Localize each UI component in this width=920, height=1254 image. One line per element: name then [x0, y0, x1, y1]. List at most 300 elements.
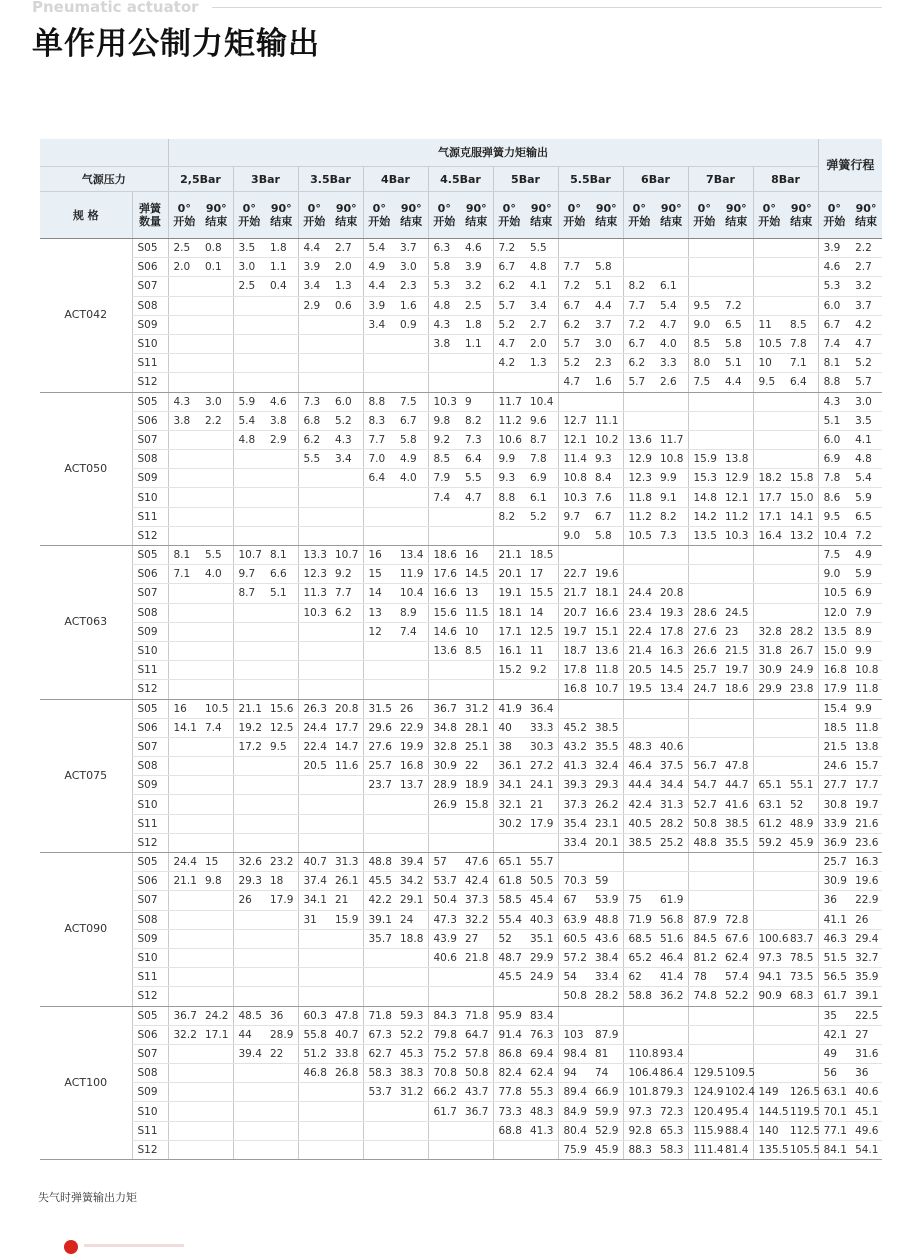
torque-value — [655, 853, 688, 872]
torque-value — [460, 661, 493, 680]
torque-value — [265, 661, 298, 680]
torque-value: 16 — [363, 546, 395, 565]
torque-value — [330, 795, 363, 814]
torque-value: 61.2 — [753, 814, 785, 833]
torque-value — [200, 680, 233, 699]
torque-value — [395, 507, 428, 526]
torque-value: 80.4 — [558, 1121, 590, 1140]
header-angle-start — [623, 192, 655, 239]
torque-value: 19.7 — [558, 622, 590, 641]
spring-code: S06 — [132, 565, 168, 584]
torque-value — [233, 987, 265, 1006]
header-pressure: 5Bar — [493, 167, 558, 192]
torque-value: 20.8 — [655, 584, 688, 603]
torque-value: 26.1 — [330, 872, 363, 891]
torque-value: 8.5 — [785, 315, 818, 334]
torque-value: 45.1 — [850, 1102, 882, 1121]
torque-value: 11.8 — [590, 661, 623, 680]
torque-value — [233, 469, 265, 488]
torque-value — [265, 910, 298, 929]
torque-value: 24.5 — [720, 603, 753, 622]
torque-value: 6.7 — [590, 507, 623, 526]
torque-value: 40.7 — [330, 1025, 363, 1044]
torque-value: 13.6 — [623, 430, 655, 449]
torque-value: 31.8 — [753, 641, 785, 660]
torque-value — [428, 680, 460, 699]
torque-value — [395, 833, 428, 852]
torque-value — [265, 814, 298, 833]
torque-value: 45.4 — [525, 891, 558, 910]
torque-value: 27 — [460, 929, 493, 948]
spring-code: S05 — [132, 699, 168, 718]
torque-value: 19.6 — [850, 872, 882, 891]
torque-value — [395, 795, 428, 814]
torque-value: 30.3 — [525, 737, 558, 756]
torque-value: 7.0 — [363, 450, 395, 469]
torque-value: 7.1 — [785, 354, 818, 373]
torque-value — [233, 641, 265, 660]
torque-value — [265, 296, 298, 315]
torque-value — [200, 776, 233, 795]
header-angle-label: 开始 — [433, 215, 456, 228]
table-row — [40, 430, 882, 449]
header-angle-label: 开始 — [823, 215, 846, 228]
torque-value — [298, 315, 330, 334]
torque-value: 54.7 — [688, 776, 720, 795]
torque-value: 45.3 — [395, 1044, 428, 1063]
torque-value: 33.8 — [330, 1044, 363, 1063]
torque-value: 10 — [460, 622, 493, 641]
torque-value: 51.5 — [818, 948, 850, 967]
spring-code: S12 — [132, 1140, 168, 1159]
torque-value: 7.7 — [363, 430, 395, 449]
torque-value: 52.2 — [395, 1025, 428, 1044]
torque-value: 33.3 — [525, 718, 558, 737]
torque-value — [168, 469, 200, 488]
torque-value: 27.6 — [688, 622, 720, 641]
torque-value: 21 — [525, 795, 558, 814]
torque-value: 10.8 — [850, 661, 882, 680]
torque-value: 10.4 — [395, 584, 428, 603]
header-pressure: 4Bar — [363, 167, 428, 192]
torque-value: 9.5 — [818, 507, 850, 526]
torque-value: 6.7 — [623, 334, 655, 353]
torque-value: 9.9 — [850, 699, 882, 718]
torque-value: 2.3 — [590, 354, 623, 373]
torque-value: 58.8 — [623, 987, 655, 1006]
torque-value — [785, 584, 818, 603]
torque-value: 8.7 — [233, 584, 265, 603]
torque-value: 55.4 — [493, 910, 525, 929]
torque-value: 57.4 — [720, 968, 753, 987]
torque-value: 9.2 — [525, 661, 558, 680]
torque-value: 32.8 — [428, 737, 460, 756]
torque-value: 1.1 — [460, 334, 493, 353]
torque-value — [330, 373, 363, 392]
torque-value — [785, 718, 818, 737]
torque-value: 86.4 — [655, 1064, 688, 1083]
torque-value: 7.2 — [623, 315, 655, 334]
torque-value — [395, 968, 428, 987]
torque-value: 124.9 — [688, 1083, 720, 1102]
torque-value — [298, 929, 330, 948]
torque-value: 4.3 — [818, 392, 850, 411]
torque-value — [428, 1121, 460, 1140]
spring-code: S08 — [132, 910, 168, 929]
torque-value — [558, 853, 590, 872]
torque-value: 5.8 — [428, 258, 460, 277]
torque-value: 36.7 — [460, 1102, 493, 1121]
torque-value — [688, 1006, 720, 1025]
torque-value: 12.3 — [298, 565, 330, 584]
torque-value — [265, 641, 298, 660]
torque-value — [753, 1025, 785, 1044]
torque-value — [298, 373, 330, 392]
torque-value: 31.6 — [850, 1044, 882, 1063]
torque-value — [233, 757, 265, 776]
torque-value: 1.8 — [265, 239, 298, 258]
header-angle-start — [168, 192, 200, 239]
torque-value: 8.4 — [590, 469, 623, 488]
torque-value: 9.9 — [493, 450, 525, 469]
torque-value: 10.3 — [720, 526, 753, 545]
torque-value: 51.6 — [655, 929, 688, 948]
torque-value: 26.9 — [428, 795, 460, 814]
torque-value — [168, 1044, 200, 1063]
torque-value — [298, 1140, 330, 1159]
torque-value: 6.7 — [818, 315, 850, 334]
table-row — [40, 603, 882, 622]
torque-value: 38.5 — [623, 833, 655, 852]
torque-value: 74.8 — [688, 987, 720, 1006]
torque-value: 13.8 — [720, 450, 753, 469]
torque-value — [330, 334, 363, 353]
torque-value — [168, 929, 200, 948]
torque-value: 46.4 — [655, 948, 688, 967]
torque-value: 13 — [460, 584, 493, 603]
torque-value — [688, 699, 720, 718]
torque-value — [785, 853, 818, 872]
torque-value: 3.7 — [395, 239, 428, 258]
torque-value: 18 — [265, 872, 298, 891]
torque-value: 53.7 — [363, 1083, 395, 1102]
header-angle-value: 90° — [595, 202, 617, 215]
torque-value: 67.6 — [720, 929, 753, 948]
torque-value: 13.6 — [590, 641, 623, 660]
torque-value — [688, 1025, 720, 1044]
header-angle-start — [298, 192, 330, 239]
torque-value: 21.5 — [818, 737, 850, 756]
torque-value: 65.3 — [655, 1121, 688, 1140]
table-row — [40, 1006, 882, 1025]
torque-value: 2.6 — [655, 373, 688, 392]
torque-value — [558, 239, 590, 258]
torque-value: 3.9 — [818, 239, 850, 258]
torque-value — [330, 1140, 363, 1159]
torque-value: 100.6 — [753, 929, 785, 948]
torque-value: 13.4 — [395, 546, 428, 565]
torque-value: 5.7 — [850, 373, 882, 392]
torque-value — [265, 507, 298, 526]
torque-value — [720, 411, 753, 430]
torque-value: 0.1 — [200, 258, 233, 277]
torque-value — [168, 315, 200, 334]
torque-value: 70.3 — [558, 872, 590, 891]
torque-value — [233, 814, 265, 833]
header-angle-start — [688, 192, 720, 239]
torque-value — [330, 526, 363, 545]
torque-value: 39.4 — [395, 853, 428, 872]
torque-value: 16.8 — [395, 757, 428, 776]
torque-value: 44 — [233, 1025, 265, 1044]
torque-value: 5.1 — [818, 411, 850, 430]
torque-value: 5.2 — [850, 354, 882, 373]
torque-value: 10.8 — [655, 450, 688, 469]
table-row — [40, 910, 882, 929]
torque-value: 62.4 — [720, 948, 753, 967]
torque-value: 41.4 — [655, 968, 688, 987]
torque-value: 16.8 — [558, 680, 590, 699]
torque-value — [200, 987, 233, 1006]
torque-value: 47.6 — [460, 853, 493, 872]
table-row — [40, 507, 882, 526]
torque-value: 3.5 — [233, 239, 265, 258]
torque-value: 54 — [558, 968, 590, 987]
table-row — [40, 929, 882, 948]
torque-value: 9.0 — [818, 565, 850, 584]
header-angle-value: 0° — [632, 202, 646, 215]
torque-value — [265, 795, 298, 814]
torque-value — [623, 565, 655, 584]
torque-value: 111.4 — [688, 1140, 720, 1159]
table-row — [40, 661, 882, 680]
torque-value — [720, 718, 753, 737]
torque-value — [233, 776, 265, 795]
header-angle-end — [395, 192, 428, 239]
torque-value: 119.5 — [785, 1102, 818, 1121]
torque-value — [363, 373, 395, 392]
torque-value: 2.7 — [525, 315, 558, 334]
torque-value: 135.5 — [753, 1140, 785, 1159]
torque-value — [265, 948, 298, 967]
torque-value: 34.2 — [395, 872, 428, 891]
header-spring-qty-line: 弹簧 — [139, 202, 161, 215]
torque-value: 1.6 — [395, 296, 428, 315]
torque-value — [363, 488, 395, 507]
spring-code: S10 — [132, 948, 168, 967]
torque-value: 36 — [818, 891, 850, 910]
torque-value: 17.8 — [655, 622, 688, 641]
header-angle-value: 90° — [790, 202, 812, 215]
torque-value — [330, 948, 363, 967]
torque-value: 37.3 — [558, 795, 590, 814]
torque-value — [233, 929, 265, 948]
header-angle-label: 结束 — [855, 215, 878, 228]
torque-value — [655, 411, 688, 430]
model-name: ACT042 — [40, 239, 132, 393]
table-row — [40, 565, 882, 584]
torque-value — [168, 737, 200, 756]
spring-code: S06 — [132, 411, 168, 430]
spring-code: S06 — [132, 872, 168, 891]
torque-value: 94.1 — [753, 968, 785, 987]
torque-value: 3.0 — [233, 258, 265, 277]
torque-value: 4.6 — [460, 239, 493, 258]
torque-value: 10.4 — [818, 526, 850, 545]
torque-value: 7.2 — [558, 277, 590, 296]
torque-value — [298, 968, 330, 987]
torque-value: 4.4 — [590, 296, 623, 315]
torque-value — [753, 450, 785, 469]
torque-value: 4.4 — [298, 239, 330, 258]
torque-value: 3.7 — [850, 296, 882, 315]
torque-value: 28.9 — [428, 776, 460, 795]
torque-value: 15.9 — [330, 910, 363, 929]
torque-value: 46.3 — [818, 929, 850, 948]
torque-value: 3.0 — [850, 392, 882, 411]
torque-value: 36.2 — [655, 987, 688, 1006]
torque-value: 71.8 — [363, 1006, 395, 1025]
torque-value: 61.7 — [428, 1102, 460, 1121]
torque-value: 59.3 — [395, 1006, 428, 1025]
torque-value: 12.9 — [720, 469, 753, 488]
torque-value — [168, 680, 200, 699]
torque-value: 36.7 — [428, 699, 460, 718]
torque-value — [168, 1083, 200, 1102]
torque-value — [525, 987, 558, 1006]
torque-value — [428, 661, 460, 680]
torque-value: 8.2 — [623, 277, 655, 296]
torque-value: 9.3 — [493, 469, 525, 488]
torque-value: 24.4 — [168, 853, 200, 872]
header-angle-label: 开始 — [173, 215, 196, 228]
torque-value: 12.5 — [265, 718, 298, 737]
torque-value — [688, 239, 720, 258]
torque-value: 20.5 — [298, 757, 330, 776]
torque-value — [265, 833, 298, 852]
torque-value: 3.2 — [460, 277, 493, 296]
torque-value — [200, 833, 233, 852]
torque-value — [785, 1025, 818, 1044]
spring-code: S11 — [132, 661, 168, 680]
torque-value — [720, 1006, 753, 1025]
torque-value: 63.1 — [818, 1083, 850, 1102]
torque-value: 82.4 — [493, 1064, 525, 1083]
torque-value: 57.2 — [558, 948, 590, 967]
torque-value: 40.6 — [428, 948, 460, 967]
torque-value — [590, 392, 623, 411]
header-angle-value: 0° — [307, 202, 321, 215]
torque-value: 20.7 — [558, 603, 590, 622]
torque-value: 6.9 — [818, 450, 850, 469]
torque-value: 17.6 — [428, 565, 460, 584]
torque-value — [168, 661, 200, 680]
header-angle-value: 90° — [335, 202, 357, 215]
torque-value: 4.7 — [655, 315, 688, 334]
torque-value — [298, 488, 330, 507]
torque-value — [460, 814, 493, 833]
torque-value: 7.2 — [850, 526, 882, 545]
torque-value: 7.3 — [298, 392, 330, 411]
header-angle-label: 结束 — [725, 215, 748, 228]
torque-value — [168, 277, 200, 296]
torque-value: 15.2 — [493, 661, 525, 680]
torque-value: 32.7 — [850, 948, 882, 967]
table-row — [40, 1064, 882, 1083]
torque-value — [298, 948, 330, 967]
torque-value: 8.9 — [395, 603, 428, 622]
torque-value: 24.4 — [298, 718, 330, 737]
torque-value — [233, 1083, 265, 1102]
table-row — [40, 1102, 882, 1121]
torque-value — [200, 1121, 233, 1140]
torque-value: 38 — [493, 737, 525, 756]
torque-value — [493, 833, 525, 852]
torque-value: 126.5 — [785, 1083, 818, 1102]
torque-value — [168, 584, 200, 603]
torque-value — [395, 1102, 428, 1121]
torque-value: 87.9 — [590, 1025, 623, 1044]
torque-value: 17.7 — [330, 718, 363, 737]
torque-value: 149 — [753, 1083, 785, 1102]
torque-value: 9 — [460, 392, 493, 411]
torque-value — [265, 1083, 298, 1102]
torque-value — [200, 795, 233, 814]
torque-value: 16 — [168, 699, 200, 718]
torque-value — [330, 488, 363, 507]
torque-value — [168, 641, 200, 660]
torque-value: 16.4 — [753, 526, 785, 545]
torque-value: 21.1 — [233, 699, 265, 718]
torque-value — [753, 1064, 785, 1083]
torque-value — [265, 776, 298, 795]
torque-value — [265, 1102, 298, 1121]
torque-value: 8.1 — [265, 546, 298, 565]
torque-value: 9.3 — [590, 450, 623, 469]
header-angle-value: 90° — [660, 202, 682, 215]
torque-value: 12.9 — [623, 450, 655, 469]
torque-value — [720, 546, 753, 565]
torque-value: 21.5 — [720, 641, 753, 660]
torque-value: 64.7 — [460, 1025, 493, 1044]
header-angle-value: 90° — [270, 202, 292, 215]
torque-value — [233, 795, 265, 814]
torque-value — [200, 891, 233, 910]
torque-value — [428, 814, 460, 833]
torque-value: 35.9 — [850, 968, 882, 987]
spring-code: S09 — [132, 929, 168, 948]
torque-value: 6.9 — [850, 584, 882, 603]
table-row — [40, 258, 882, 277]
torque-value: 129.5 — [688, 1064, 720, 1083]
torque-value: 9.7 — [233, 565, 265, 584]
header-angle-value: 0° — [502, 202, 516, 215]
torque-value — [330, 968, 363, 987]
torque-value: 4.9 — [395, 450, 428, 469]
torque-value — [753, 239, 785, 258]
torque-value: 41.6 — [720, 795, 753, 814]
torque-value: 10.4 — [525, 392, 558, 411]
torque-value — [655, 239, 688, 258]
torque-value: 24.4 — [623, 584, 655, 603]
torque-value — [200, 450, 233, 469]
torque-value: 7.3 — [655, 526, 688, 545]
torque-value: 43.7 — [460, 1083, 493, 1102]
spring-code: S10 — [132, 795, 168, 814]
torque-value: 11 — [525, 641, 558, 660]
torque-value: 6.0 — [818, 430, 850, 449]
torque-value: 2.2 — [850, 239, 882, 258]
